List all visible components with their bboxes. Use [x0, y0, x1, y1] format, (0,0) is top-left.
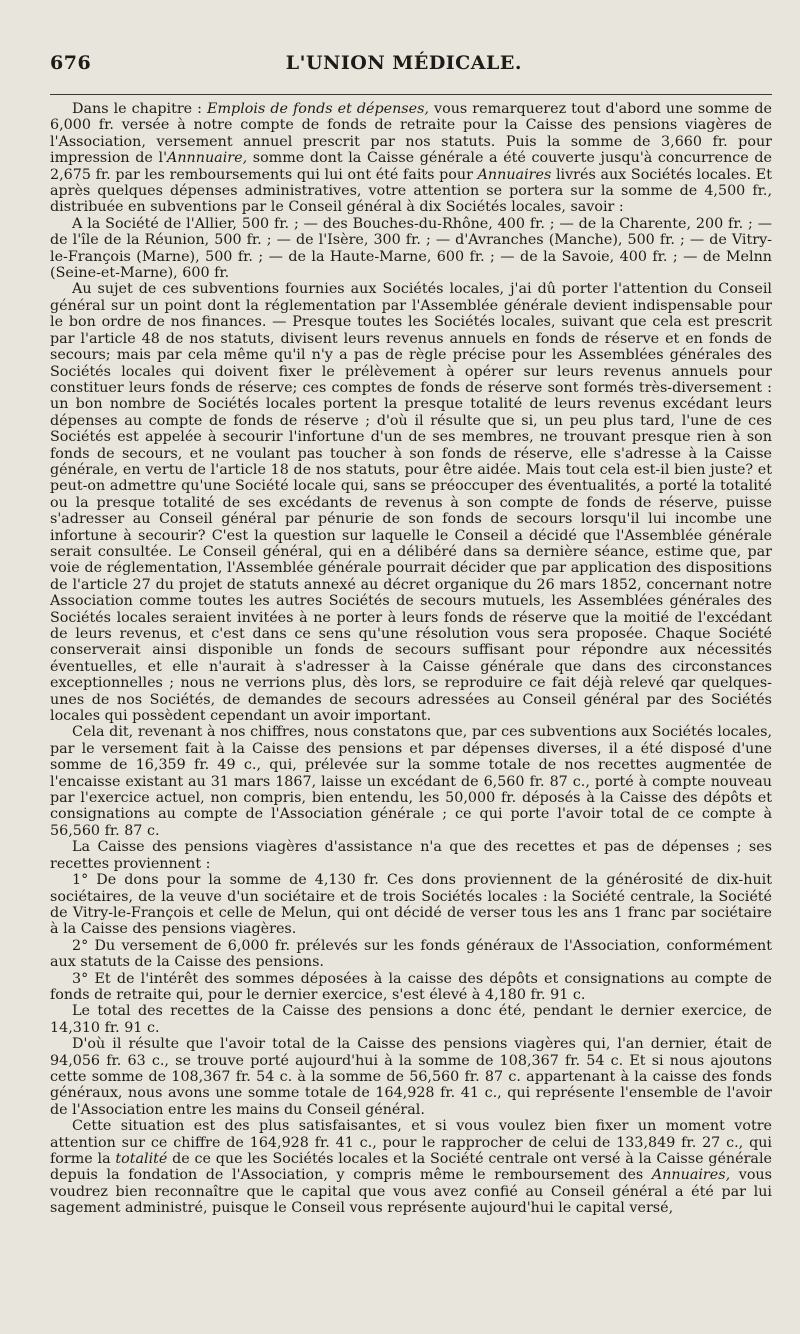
text-run: D'où il résulte que l'avoir total de la Caisse des pensions viagères qui, l'an dernier, était de 94,056 fr. 63 c., se trouve porté aujourd'hui à la somme de 108,367 fr. 54 c. Et si nous ajoutons cette somme de 108,367 fr. 54 c. à la somme de 56,560 fr. 87 c. appartenant à la caisse des fonds généraux, nous avons une somme totale de 164,928 fr. 41 c., qui représente l'ensemble de l'avoir de l'Association entre les mains du Conseil général. — [50, 1036, 772, 1118]
paragraph — [50, 971, 772, 1004]
text-run: livrés aux Sociétés locales. Et après quelques dépenses administratives, votre attention se portera sur la somme de 4,500 fr., distribuée en subventions par le Conseil général à dix Sociétés locales, savoir : — [50, 166, 772, 216]
italic-text: Annuaires, — [651, 1167, 731, 1184]
running-title: L'UNION MÉDICALE. — [285, 52, 522, 74]
text-run: Le total des recettes de la Caisse des pensions a donc été, pendant le dernier exercice, de 14,310 fr. 91 c. — [50, 1003, 772, 1036]
text-run: somme dont la Caisse générale a été couverte jusqu'à concurrence de 2,675 fr. par les remboursements qui lui ont été faits pour — [50, 150, 773, 183]
text-run: La Caisse des pensions viagères d'assistance n'a que des recettes et pas de dépenses ; ses recettes proviennent : — [50, 839, 772, 872]
paragraph — [50, 1118, 772, 1216]
italic-text: Annuaires — [477, 166, 552, 183]
text-run: de ce que les Sociétés locales et la Société centrale ont versé à la Caisse générale depuis la fondation de l'Association, y compris même le remboursement des — [50, 1151, 772, 1184]
header-rule — [50, 94, 772, 95]
text-run: 3° Et de l'intérêt des sommes déposées à la caisse des dépôts et consignations au compte de fonds de retraite qui, pour le dernier exercice, s'est élevé à 4,180 fr. 91 c. — [50, 970, 772, 1003]
paragraph — [50, 281, 772, 724]
page-header — [50, 52, 772, 74]
italic-text: totalité — [115, 1151, 168, 1167]
italic-text: Emplois de fonds et dépenses, — [207, 101, 429, 117]
text-run: Dans le chapitre : — [72, 101, 208, 117]
paragraph — [50, 1003, 772, 1036]
text-run: 1° De dons pour la somme de 4,130 fr. Ces dons proviennent de la générosité de dix-huit sociétaires, de la veuve d'un sociétaire et de trois Sociétés locales : la Société centrale, la Société de Vitry-le-François et celle de Melun, qui ont décidé de verser tous les ans 1 franc par sociétaire à la Caisse des pensions viagères. — [50, 872, 772, 938]
paragraph — [50, 839, 772, 872]
body-text — [50, 101, 772, 1217]
paragraph — [50, 938, 772, 971]
text-run: 2° Du versement de 6,000 fr. prélevés sur les fonds généraux de l'Association, conformément aux statuts de la Caisse des pensions. — [50, 937, 772, 971]
paragraph — [50, 1036, 772, 1118]
text-run: Au sujet de ces subventions fournies aux Sociétés locales, j'ai dû porter l'attention du Conseil général sur un point dont la réglementation par l'Assemblée générale devient indispensable pour le bon ordre de nos finances. — Presque toutes les Sociétés locales, suivant que cela est prescrit par l'article 48 de nos statuts, divisent leurs revenus annuels en fonds de réserve et en fonds de secours; mais par cela même qu'il n'y a pas de règle précise pour les Assemblées générales des Sociétés locales qui doivent fixer le prélèvement à opérer sur leurs revenus annuels pour constituer leurs fonds de réserve; ces comptes de fonds de réserve sont formés très-diversement : un bon nombre de Sociétés locales portent la presque totalité de leurs revenus excédant leurs dépenses au compte de fonds de réserve ; d'où il résulte que si, un peu plus tard, l'une de ces Sociétés est appelée à secourir l'infortune d'un de ses membres, ne trouvant presque rien à son fonds de secours, et ne voulant pas toucher à son fonds de réserve, elle s'adresse à la Caisse générale, en vertu de l'article 18 de nos statuts, pour être aidée. Mais tout cela est-il bien juste? et peut-on admettre qu'une Société locale qui, sans se préoccuper des éventualités, a porté la totalité ou la presque totalité de ses excédants de revenus à son compte de fonds de réserve, puisse s'adresser au Conseil général par pénurie de son fonds de secours lorsqu'il lui incombe une infortune à secourir? C'est la question sur laquelle le Conseil a décidé que l'Assemblée générale serait consultée. Le Conseil général, qui en a délibéré dans sa dernière séance, estime que, par voie de réglementation, l'Assemblée générale pourrait décider que par application des dispositions de l'article 27 du projet de statuts annexé au décret organique du 26 mars 1852, concernant notre Association comme toutes les autres Sociétés de secours mutuels, les Assemblées générales des Sociétés locales seraient invitées à ne porter à leurs fonds de réserve que la moitié de l'excédant de leurs revenus, et c'est dans ce sens qu'une résolution vous sera proposée. Chaque Société conserverait ainsi disponible un fonds de secours suffisant pour répondre aux nécessités éventuelles, et elle n'aurait à s'adresser à la Caisse générale que dans des circonstances exceptionnelles ; nous ne verrions plus, dès lors, se reproduire ce fait déjà relevé qar quelques-unes de nos Sociétés, de demandes de secours adressées au Conseil général par des Sociétés locales qui possèdent cependant un avoir important. — [50, 281, 772, 725]
paragraph — [50, 216, 772, 282]
page-number: 676 — [50, 52, 92, 74]
paragraph — [50, 872, 772, 938]
text-run: Cette situation est des plus satisfaisantes, et si vous voulez bien fixer un moment votre attention sur ce chiffre de 164,928 fr. 41 c., pour le rapprocher de celui de 133,849 fr. 27 c., qui forme la — [50, 1118, 772, 1167]
paragraph — [50, 724, 772, 839]
text-run: Cela dit, revenant à nos chiffres, nous constatons que, par ces subventions aux Sociétés locales, par le versement fait à la Caisse des pensions et par dépenses diverses, il a été disposé d'une somme de 16,359 fr. 49 c., qui, prélevée sur la somme totale de nos recettes augmentée de l'encaisse existant au 31 mars 1867, laisse un excédant de 6,560 fr. 87 c., porté à compte nouveau par l'exercice actuel, non compris, bien entendu, les 50,000 fr. déposés à la Caisse des dépôts et consignations au compte de l'Association générale ; ce qui porte l'avoir total de ce compte à 56,560 fr. 87 c. — [50, 724, 772, 839]
paragraph — [50, 101, 772, 216]
italic-text: Annnuaire, — [167, 150, 248, 167]
text-run: A la Société de l'Allier, 500 fr. ; — des Bouches-du-Rhône, 400 fr. ; — de la Charente, 200 fr. ; — de l'île de la Réunion, 500 fr. ; — de l'Isère, 300 fr. ; — d'Avranches (Manche), 500 fr. ; — de Vitry-le-François (Marne), 500 fr. ; — de la Haute-Marne, 600 fr. ; — de la Savoie, 400 fr. ; — de Melnn (Seine-et-Marne), 600 fr. — [50, 215, 772, 282]
text-run: vous remarquerez tout d'abord une somme de 6,000 fr. versée à notre compte de fonds de retraite pour la Caisse des pensions viagères de l'Association, versement annuel prescrit par nos statuts. Puis la somme de 3,660 fr. pour impression de l' — [50, 101, 772, 167]
text-run: vous voudrez bien reconnaître que le capital que vous avez confié au Conseil général a été par lui sagement administré, puisque le Conseil vous représente aujourd'hui le capital versé, — [50, 1167, 772, 1217]
